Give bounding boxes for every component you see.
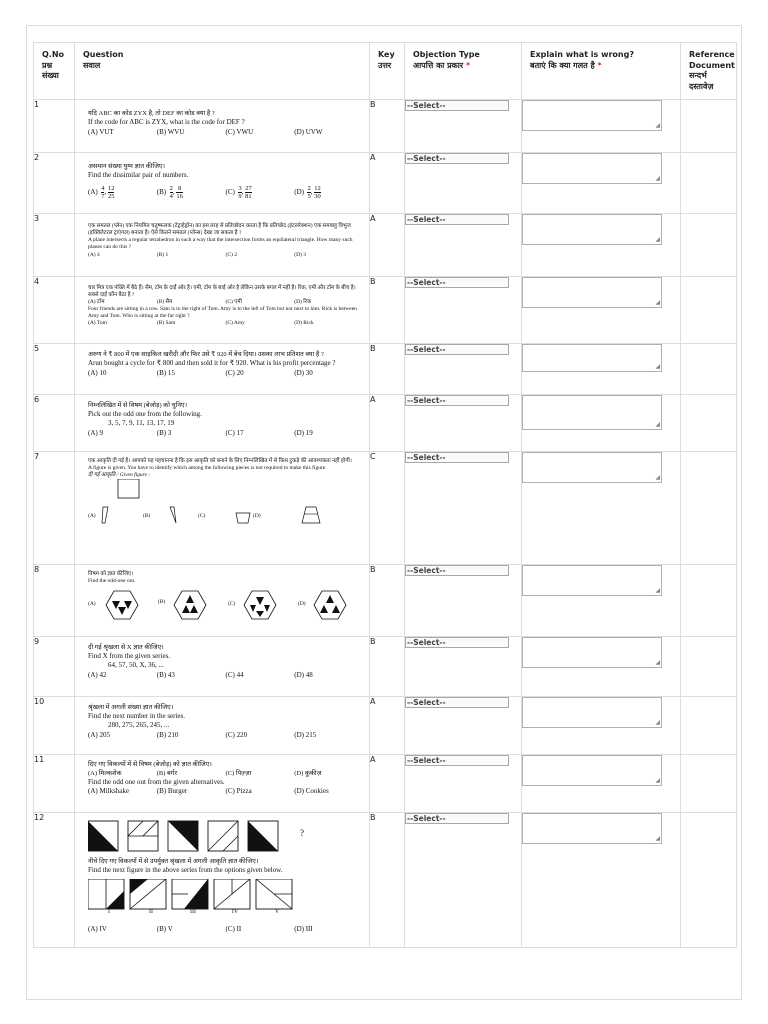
explain-textarea[interactable] (522, 214, 662, 245)
objection-type-select[interactable]: --Select-- (405, 153, 509, 164)
resize-grip-icon[interactable]: ◢ (655, 587, 660, 594)
objection-type-select[interactable]: --Select-- (405, 637, 509, 648)
resize-grip-icon[interactable]: ◢ (655, 474, 660, 481)
question-cell (75, 100, 370, 153)
table-row (34, 755, 737, 813)
explain-textarea[interactable] (522, 697, 662, 728)
question-text-en: Find the next figure in the above series from the options given below. (88, 866, 283, 874)
col-explain: Explain what is wrong? बताएं कि क्या गलत है * (522, 43, 681, 100)
objection-table (33, 42, 737, 948)
option-a-label: (A) (88, 601, 96, 607)
question-number: 11 (34, 755, 75, 813)
answer-figures (88, 879, 308, 911)
roman-labels: I II III IV V (108, 909, 280, 915)
table-row (34, 344, 737, 395)
question-number: 10 (34, 697, 75, 755)
options-hi: (A) मिल्कशेक (B) बर्गर (C) पिज़्ज़ा (D) कुकीज़ (88, 770, 322, 777)
reference-cell[interactable] (681, 214, 737, 277)
answer-key: C (370, 452, 405, 565)
objection-type-select[interactable]: --Select-- (405, 755, 509, 766)
options-hi: (A) टॉम (B) सैम (C) एमी (D) रिक (88, 299, 312, 305)
table-row (34, 637, 737, 697)
question-cell (75, 637, 370, 697)
reference-cell[interactable] (681, 565, 737, 637)
table-row (34, 565, 737, 637)
question-text-en: Find the dissimilar pair of numbers. (88, 171, 189, 179)
answer-key: A (370, 755, 405, 813)
number-series: 64, 57, 50, X, 36, ... (108, 661, 164, 669)
question-cell (75, 755, 370, 813)
header-row (34, 43, 737, 100)
question-text-hi: एक समतल (प्लेन) एक नियमित चतुष्फलक (टेट्राहेड्रॉन) का इस तरह से प्रतिच्छेदन करता है कि प्रतिच्छेद (इंटरसेक्शन) एक समबाहु त्रिभुज (इक्विलेटरल ट्राएंगल) बनाता है। ऐसे कितने समतल (प्लेन्स) देखा जा सकता है ? (88, 223, 351, 236)
question-number: 5 (34, 344, 75, 395)
question-text-en: If the code for ABC is ZYX, what is the code for DEF ? (88, 118, 245, 126)
col-qno: Q.No प्रश्न संख्या (34, 43, 75, 100)
col-reference: Reference Document सन्दर्भ दस्तावेज़ (681, 43, 737, 100)
question-cell (75, 153, 370, 214)
question-text-en: Arun bought a cycle for ₹ 800 and then sold it for ₹ 920. What is his profit percentage ? (88, 359, 336, 367)
col-question: Question सवाल (75, 43, 370, 100)
question-cell (75, 344, 370, 395)
question-text-en: Pick out the odd one from the following. (88, 410, 202, 418)
reference-cell[interactable] (681, 344, 737, 395)
question-number: 9 (34, 637, 75, 697)
number-series: 3, 5, 7, 9, 11, 13, 17, 19 (108, 419, 175, 427)
explain-textarea[interactable] (522, 153, 662, 184)
objection-type-select[interactable]: --Select-- (405, 395, 509, 406)
explain-textarea[interactable] (522, 637, 662, 668)
objection-type-select[interactable]: --Select-- (405, 344, 509, 355)
reference-cell[interactable] (681, 452, 737, 565)
question-text-hi: असमान संख्या युग्म ज्ञात कीजिए। (88, 163, 165, 170)
series-figures (88, 819, 318, 853)
col-objection-type: Objection Type आपत्ति का प्रकार * (405, 43, 522, 100)
question-cell (75, 277, 370, 344)
resize-grip-icon[interactable]: ◢ (655, 421, 660, 428)
table-row (34, 813, 737, 948)
question-cell (75, 452, 370, 565)
reference-cell[interactable] (681, 697, 737, 755)
reference-cell[interactable] (681, 153, 737, 214)
resize-grip-icon[interactable]: ◢ (655, 175, 660, 182)
question-number: 2 (34, 153, 75, 214)
question-mark: ? (300, 828, 304, 838)
explain-textarea[interactable] (522, 277, 662, 308)
resize-grip-icon[interactable]: ◢ (655, 236, 660, 243)
options: (A) VUT (B) WVU (C) VWU (D) UVW (88, 128, 323, 136)
resize-grip-icon[interactable]: ◢ (655, 122, 660, 129)
options: (A) 9 (B) 3 (C) 17 (D) 19 (88, 429, 313, 437)
required-mark: * (597, 60, 602, 70)
reference-cell[interactable] (681, 100, 737, 153)
answer-key: A (370, 153, 405, 214)
explain-textarea[interactable] (522, 452, 662, 483)
answer-key: B (370, 813, 405, 948)
question-text-en: Find X from the given series. (88, 652, 171, 660)
question-text-hi: एक आकृति दी गई है। आपको यह पहचानना है कि इस आकृति को बनाने के लिए निम्नलिखित में से किस टुकड़े की आवश्यकता नहीं होगी। (88, 458, 352, 464)
option-b-label: (B) (158, 599, 166, 605)
number-series: 280, 275, 265, 245, ... (108, 721, 170, 729)
question-text-hi: अरुण ने ₹ 800 में एक साइकिल खरीदी और फिर उसे ₹ 920 में बेच दिया। उसका लाभ प्रतिशत क्या है ? (88, 351, 324, 358)
question-cell (75, 697, 370, 755)
objection-type-select[interactable]: --Select-- (405, 100, 509, 111)
question-text-hi: निम्नलिखित में से विषम (बेजोड़) को चुनिए। (88, 402, 188, 409)
objection-type-select[interactable]: --Select-- (405, 813, 509, 824)
question-text-en: A plane intersects a regular tetrahedron in such a way that the intersection forms an equilateral triangle. How many such planes can do this ? (88, 237, 353, 250)
explain-textarea[interactable] (522, 755, 662, 786)
table-row (34, 452, 737, 565)
given-square-figure (118, 479, 139, 498)
objection-type-select[interactable]: --Select-- (405, 214, 509, 225)
answer-key: A (370, 395, 405, 452)
question-text-en: Four friends are sitting in a row. Sam is to the right of Tom. Amy is to the left of Tom but not next to him. Rick is between Amy and Tom. Who is sitting at the far right ? (88, 306, 357, 319)
options: (A) (B) (C) (D) (88, 513, 261, 519)
options: (A) Milkshake (B) Burger (C) Pizza (D) Cookies (88, 787, 329, 795)
question-text-hi: नीचे दिए गए विकल्पों में से उपर्युक्त श्रृंखला में अगली आकृति ज्ञात कीजिए। (88, 858, 259, 865)
question-text-hi: दिए गए विकल्पों में से विषम (बेजोड़) को ज्ञात कीजिए। (88, 761, 212, 768)
question-cell (75, 395, 370, 452)
question-text-hi: चार मित्र एक पंक्ति में बैठे हैं। सैम, टॉम के दाईं ओर है। एमी, टॉम के बाईं ओर है लेकिन उसके बगल में नहीं है। रिक, एमी और टॉम के बीच है। सबसे दाईं कौन बैठा है ? (88, 285, 356, 298)
options: (A) $\frac{4}{7}$ , $\frac{12}{25}$ (B) $\frac{2}{4}$ , $\frac{8}{16}$ (C) $\frac{3}{9}$ , $\frac{27}{81}$ (D) $\frac{2}{5}$ , $\frac{12}{30}$ (88, 185, 321, 200)
reference-cell[interactable] (681, 277, 737, 344)
question-text-en: Find the next number in the series. (88, 712, 186, 720)
question-text-en: A figure is given. You have to identify which among the following pieces is not required to make this figure. (88, 465, 327, 471)
question-text-en: Find the odd one out from the given alternatives. (88, 778, 225, 786)
question-text-en: Find the odd-one out. (88, 578, 136, 584)
objection-type-select[interactable]: --Select-- (405, 697, 509, 708)
question-text-hi: श्रृंखला में अगली संख्या ज्ञात कीजिए। (88, 704, 174, 711)
question-number: 4 (34, 277, 75, 344)
question-number: 1 (34, 100, 75, 153)
given-figure-label: दी गई आकृति / Given figure : (88, 472, 151, 478)
question-cell (75, 565, 370, 637)
question-text-hi: यदि ABC का कोड ZYX है, तो DEF का कोड क्या है ? (88, 110, 215, 117)
resize-grip-icon[interactable]: ◢ (655, 363, 660, 370)
col-key: Key उत्तर (370, 43, 405, 100)
objection-type-select[interactable]: --Select-- (405, 277, 509, 288)
question-text-hi: विषम को ज्ञात कीजिए। (88, 571, 134, 577)
explain-textarea[interactable] (522, 565, 662, 596)
reference-cell[interactable] (681, 813, 737, 948)
resize-grip-icon[interactable]: ◢ (655, 659, 660, 666)
answer-key: B (370, 277, 405, 344)
resize-grip-icon[interactable]: ◢ (655, 719, 660, 726)
option-d-label: (D) (298, 601, 306, 607)
options: (A) 205 (B) 210 (C) 220 (D) 215 (88, 731, 317, 739)
question-number: 7 (34, 452, 75, 565)
answer-key: A (370, 214, 405, 277)
reference-cell[interactable] (681, 395, 737, 452)
options: (A) 10 (B) 15 (C) 20 (D) 30 (88, 369, 313, 377)
answer-key: B (370, 100, 405, 153)
question-number: 12 (34, 813, 75, 948)
table-row (34, 214, 737, 277)
answer-key: B (370, 565, 405, 637)
options: (A) Tom (B) Sam (C) Amy (D) Rick (88, 320, 314, 326)
option-c-label: (C) (228, 601, 236, 607)
question-cell (75, 214, 370, 277)
question-number: 6 (34, 395, 75, 452)
objection-type-select[interactable]: --Select-- (405, 452, 509, 463)
table-row (34, 100, 737, 153)
table-row (34, 277, 737, 344)
question-number: 8 (34, 565, 75, 637)
table-row (34, 697, 737, 755)
objection-type-select[interactable]: --Select-- (405, 565, 509, 576)
explain-textarea[interactable] (522, 813, 662, 844)
answer-key: B (370, 637, 405, 697)
resize-grip-icon[interactable]: ◢ (655, 777, 660, 784)
hexagon-options (88, 585, 363, 625)
explain-textarea[interactable] (522, 344, 662, 372)
reference-cell[interactable] (681, 637, 737, 697)
answer-key: A (370, 697, 405, 755)
table-row (34, 395, 737, 452)
options: (A) 42 (B) 43 (C) 44 (D) 48 (88, 671, 313, 679)
explain-textarea[interactable] (522, 100, 662, 131)
question-cell (75, 813, 370, 948)
answer-key: B (370, 344, 405, 395)
options: (A) IV (B) V (C) II (D) III (88, 925, 313, 933)
reference-cell[interactable] (681, 755, 737, 813)
question-number: 3 (34, 214, 75, 277)
resize-grip-icon[interactable]: ◢ (655, 299, 660, 306)
table-row (34, 153, 737, 214)
explain-textarea[interactable] (522, 395, 662, 430)
question-text-hi: दी गई श्रृंखला से X ज्ञात कीजिए। (88, 644, 164, 651)
problem-figure-series (88, 819, 363, 855)
required-mark: * (465, 60, 471, 70)
resize-grip-icon[interactable]: ◢ (655, 835, 660, 842)
options: (A) 4 (B) 1 (C) 2 (D) 3 (88, 252, 307, 258)
